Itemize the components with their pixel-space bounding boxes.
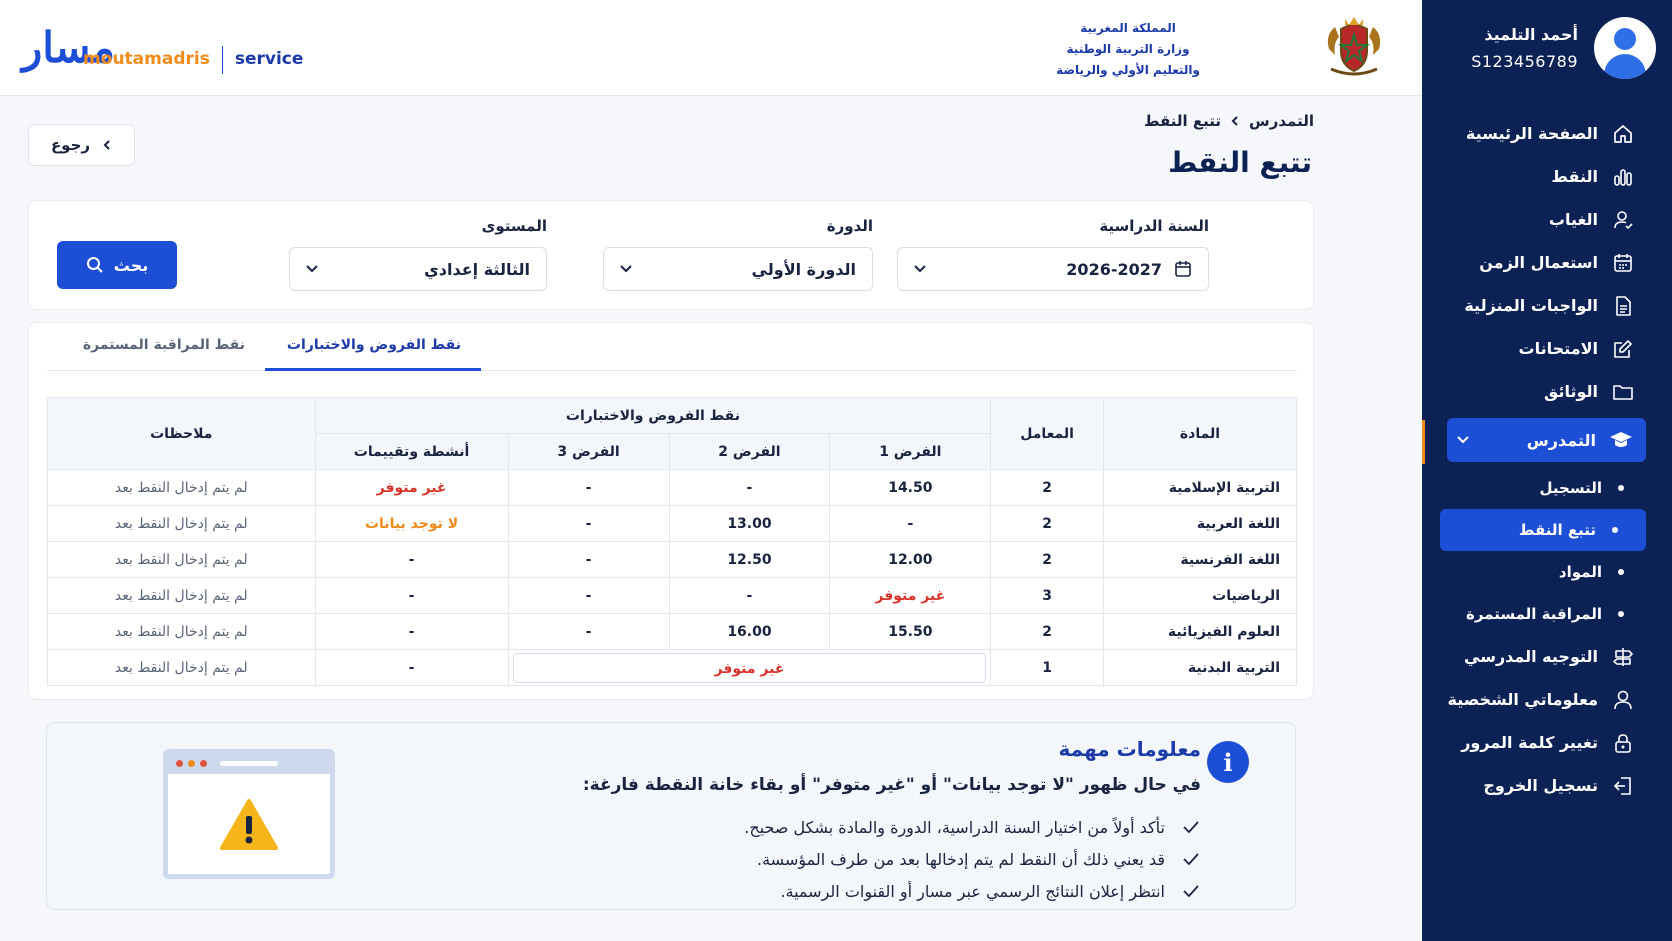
chevron-down-icon [306,265,318,273]
table-row [48,614,1297,650]
active-tab-indicator [265,368,481,371]
notes-cell: لم يتم إدخال النقط بعد [48,614,316,650]
grades-table [47,397,1297,686]
activities-cell: لا توجد بيانات [315,506,508,542]
sidebar-item-timetable[interactable] [1422,241,1672,284]
edit-icon [1610,336,1636,362]
check-icon [1183,885,1199,897]
ministry-name [1056,18,1200,81]
warning-icon [219,798,279,852]
sidebar-item-change-password[interactable] [1422,721,1672,764]
browser-bar [168,754,330,774]
subject-cell: اللغة العربية [1103,506,1296,542]
exam-3-cell: - [508,578,669,614]
header-exam-1: الفرض 1 [830,434,991,470]
tab-exams[interactable]: نقط الفروض والاختبارات [286,337,461,353]
bar-chart-icon [1610,164,1636,190]
coefficient-cell: 2 [991,470,1104,506]
search-icon [86,256,104,274]
chevron-down-icon [914,265,926,273]
sidebar-item-documents[interactable] [1422,370,1672,413]
home-icon [1610,121,1636,147]
year-select[interactable] [897,247,1209,291]
term-select[interactable] [603,247,873,291]
user-id: S123456789 [1471,52,1578,71]
sidebar-item-label: الواجبات المنزلية [1464,296,1598,315]
grades-tabs [47,323,1297,371]
merged-exams-cell [508,650,991,686]
activities-cell: - [315,542,508,578]
info-list [744,811,1199,907]
chevron-left-icon [102,139,112,151]
sidebar-subitem-label: التسجيل [1539,479,1602,497]
filter-panel [28,200,1314,310]
info-point: انتظر إعلان النتائج الرسمي عبر مسار أو القنوات الرسمية. [780,881,1165,901]
level-label: المستوى [481,217,547,235]
notes-cell: لم يتم إدخال النقط بعد [48,506,316,542]
notes-cell: لم يتم إدخال النقط بعد [48,650,316,686]
subject-cell: التربية البدنية [1103,650,1296,686]
sidebar-item-label: الغياب [1548,210,1598,229]
coefficient-cell: 2 [991,506,1104,542]
back-button[interactable] [28,124,135,166]
activities-cell: غير متوفر [315,470,508,506]
year-value: 2026-2027 [1066,259,1162,279]
table-row [48,506,1297,542]
exam-3-cell: - [508,542,669,578]
sidebar-item-label: معلوماتي الشخصية [1447,690,1598,709]
grades-panel [28,322,1314,700]
bullet-icon [1618,611,1624,617]
activities-cell: - [315,578,508,614]
exam-2-cell: 16.00 [669,614,830,650]
chevron-left-icon [1231,116,1239,126]
breadcrumb-current: تتبع النقط [1143,112,1222,130]
header-exams-group: نقط الفروض والاختبارات [315,398,991,434]
coefficient-cell: 2 [991,614,1104,650]
subject-cell: التربية الإسلامية [1103,470,1296,506]
coefficient-cell: 3 [991,578,1104,614]
warning-illustration [163,749,335,879]
info-title: معلومات مهمة [1058,737,1201,761]
sidebar-item-logout[interactable] [1422,764,1672,807]
ministry-line-3: والتعليم الأولي والرياضة [1056,63,1200,77]
sidebar-item-label: تسجيل الخروج [1483,776,1598,795]
sidebar-subitem-label: المراقبة المستمرة [1465,605,1602,623]
exam-2-cell: 13.00 [669,506,830,542]
coefficient-cell: 2 [991,542,1104,578]
subject-cell: الرياضيات [1103,578,1296,614]
header-coefficient: المعامل [991,398,1104,470]
year-label: السنة الدراسية [1099,217,1209,235]
header-notes: ملاحظات [48,398,316,470]
sidebar-nav [1422,112,1672,807]
sidebar-item-exams[interactable] [1422,327,1672,370]
sidebar-item-label: الصفحة الرئيسية [1465,124,1598,143]
check-icon [1183,853,1199,865]
notes-cell: لم يتم إدخال النقط بعد [48,578,316,614]
sidebar-item-label: الوثائق [1544,382,1598,401]
logo-service: service [234,49,304,69]
check-icon [1183,821,1199,833]
exam-1-cell: 14.50 [830,470,991,506]
unavailable-badge: غير متوفر [513,653,987,683]
sidebar-item-label: التمدرس [1526,430,1596,450]
ministry-line-2: وزارة التربية الوطنية [1066,42,1190,56]
logo-divider [222,46,223,74]
term-label: الدورة [826,217,873,235]
exam-3-cell: - [508,506,669,542]
header-exam-2: الفرض 2 [669,434,830,470]
sidebar-subitem-registration[interactable] [1422,467,1672,509]
folder-icon [1610,379,1636,405]
bullet-icon [1612,527,1618,533]
sidebar [1422,0,1672,941]
top-header [0,0,1422,96]
lock-icon [1610,730,1636,756]
info-icon: i [1207,741,1249,783]
sidebar-item-label: النقط [1551,167,1598,186]
subject-cell: العلوم الفيزيائية [1103,614,1296,650]
list-item [744,843,1199,875]
sidebar-subitem-continuous-assessment[interactable] [1422,593,1672,635]
info-lead: في حال ظهور "لا توجد بيانات" أو "غير متوفر" أو بقاء خانة النقطة فارغة: [582,775,1201,795]
exam-1-cell: 12.00 [830,542,991,578]
bullet-icon [1618,485,1624,491]
header-activities: أنشطة وتقييمات [315,434,508,470]
signpost-icon [1610,644,1636,670]
user-check-icon [1610,207,1636,233]
sidebar-subitem-subjects[interactable] [1422,551,1672,593]
notes-cell: لم يتم إدخال النقط بعد [48,542,316,578]
avatar[interactable] [1594,17,1656,79]
logout-icon [1610,773,1636,799]
back-label: رجوع [50,136,91,154]
sidebar-item-guidance[interactable] [1422,635,1672,678]
table-row [48,650,1297,686]
user-profile [1422,0,1672,96]
table-row [48,578,1297,614]
user-name: أحمد التلميذ [1484,25,1578,44]
search-button[interactable] [57,241,177,289]
document-icon [1610,293,1636,319]
activities-cell: - [315,614,508,650]
exam-1-cell: - [830,506,991,542]
list-item [744,811,1199,843]
tab-continuous[interactable]: نقط المراقبة المستمرة [82,337,245,353]
sidebar-item-label: الامتحانات [1518,339,1598,358]
sidebar-item-absence[interactable] [1422,198,1672,241]
exam-2-cell: 12.50 [669,542,830,578]
app-logo [22,18,303,78]
sidebar-item-label: التوجيه المدرسي [1464,647,1598,666]
coat-of-arms-icon [1321,15,1387,79]
search-label: بحث [113,255,149,275]
graduation-cap-icon [1608,427,1634,453]
chevron-down-icon [620,265,632,273]
sidebar-item-grades[interactable] [1422,155,1672,198]
ministry-line-1: المملكة المغربية [1080,21,1176,35]
exam-2-cell: - [669,578,830,614]
sidebar-item-homework[interactable] [1422,284,1672,327]
header-exam-3: الفرض 3 [508,434,669,470]
sidebar-item-home[interactable] [1422,112,1672,155]
notes-cell: لم يتم إدخال النقط بعد [48,470,316,506]
level-select[interactable] [289,247,547,291]
info-box [46,722,1296,910]
bullet-icon [1618,569,1624,575]
header-subject: المادة [1103,398,1296,470]
user-icon [1610,687,1636,713]
table-row [48,542,1297,578]
exam-3-cell: - [508,470,669,506]
exam-1-cell: غير متوفر [830,578,991,614]
breadcrumb [1144,112,1314,130]
breadcrumb-parent[interactable]: التمدرس [1249,112,1314,130]
activities-cell: - [315,650,508,686]
page-title: تتبع النقط [1168,146,1312,179]
sidebar-item-label: تغيير كلمة المرور [1461,733,1598,752]
calendar-icon [1610,250,1636,276]
coefficient-cell: 1 [991,650,1104,686]
info-point: قد يعني ذلك أن النقط لم يتم إدخالها بعد من طرف المؤسسة. [757,849,1165,869]
info-point: تأكد أولاً من اختيار السنة الدراسية، الدورة والمادة بشكل صحيح. [744,817,1165,837]
calendar-icon [1174,260,1192,278]
level-value: الثالثة إعدادي [424,259,530,279]
term-value: الدورة الأولي [751,259,856,279]
exam-2-cell: - [669,470,830,506]
sidebar-item-profile[interactable] [1422,678,1672,721]
subject-cell: اللغة الفرنسية [1103,542,1296,578]
table-row [48,470,1297,506]
chevron-down-icon [1457,436,1469,444]
list-item [744,875,1199,907]
sidebar-item-schooling[interactable] [1447,418,1646,462]
sidebar-subitem-label: المواد [1558,563,1602,581]
sidebar-item-label: استعمال الزمن [1479,253,1598,272]
logo-latin: moutamadris [83,49,210,69]
exam-3-cell: - [508,614,669,650]
exam-1-cell: 15.50 [830,614,991,650]
sidebar-subitem-grade-tracking[interactable] [1440,509,1646,551]
logo-arabic: مسار [22,23,116,72]
sidebar-subitem-label: تتبع النقط [1518,521,1596,539]
